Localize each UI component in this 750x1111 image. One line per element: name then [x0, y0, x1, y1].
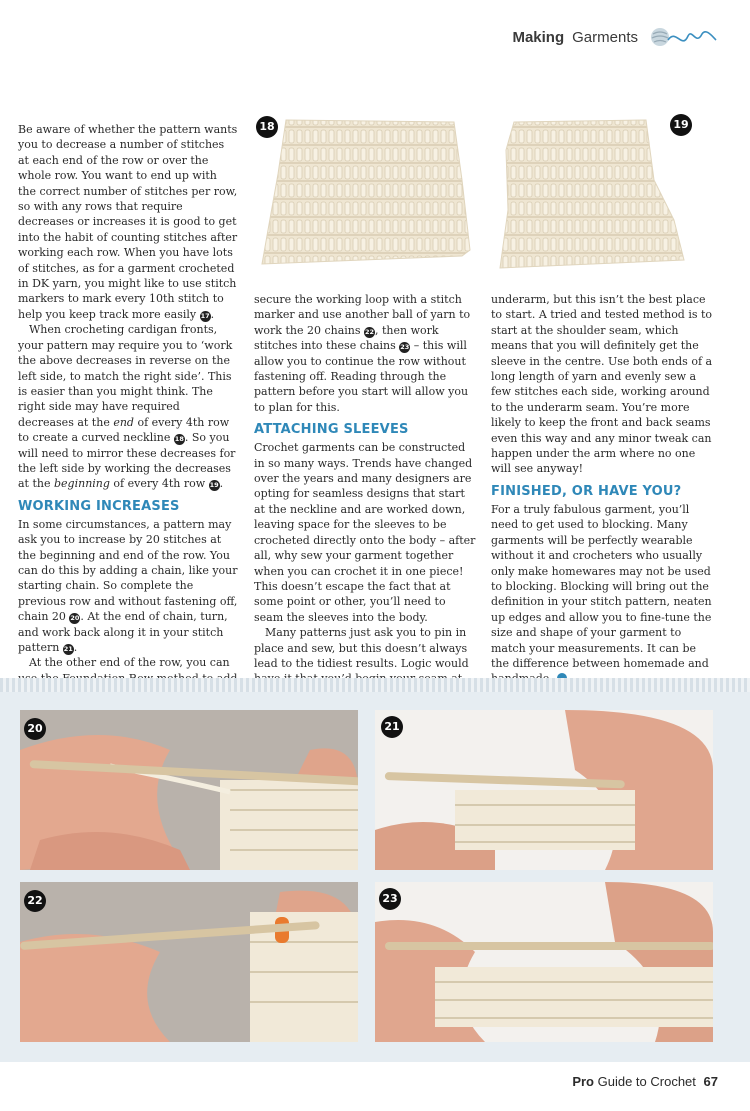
running-header: [512, 22, 720, 52]
paragraph: At the other end of the row, you can: [29, 656, 230, 670]
paragraph: Crochet garments can be constructed in so many ways. Trends have changed over the years and many designers are opting for seamless designs that start at the neckline and are worked down, leaving space for the sleeves to be crocheted directly onto the body – after all, why sew your garment together when you can crochet it in one piece! This doesn’t escape the fact that at some point or other, you’ll need to seam the sleeves into the body.: [254, 441, 476, 624]
paragraph: underarm, but this isn’t the best place to start. A tried and tested method is to start at the shoulder seam, which means that you will definitely get the sleeve in the centre. Use both ends of a long length of yarn and evenly sew a few stitches each side, working around to the underarm seam. You’re more likely to keep the front and back seams even this way and any minor tweak can happen under the arm where no one will see anyway!: [491, 293, 713, 476]
text: of every 4th row to create a curved neckline: [18, 415, 230, 445]
text: For a truly fabulous garment, you’ll need to get used to blocking. Many garments will be perfectly wearable without it and crocheters who usually only make homewares may not be used to blocking. Blocking will bring out the definition in your stitch pattern, neaten up edges and allow you to fine-tune the size and shape of your garment to match your measurements. It can be the difference between homemade and: [491, 502, 712, 670]
hands-crochet-image: [375, 710, 713, 870]
column-2: [254, 292, 476, 702]
magazine-pro: Pro: [572, 1074, 594, 1089]
figure-number: 20: [24, 718, 46, 740]
text: In some circumstances, a pattern may ask you to increase by 20 stitches at the beginning and end of the row. You can do this by adding a chain, like your starting chain. So complete the previous row and without fastening off, chain 20: [18, 517, 238, 624]
column-1: [18, 122, 238, 717]
figure-number: 19: [670, 114, 692, 136]
subsection-title: Garments: [572, 28, 638, 46]
step-photo-21: [375, 710, 713, 870]
heading-attaching-sleeves: ATTACHING SLEEVES: [254, 422, 409, 438]
figure-ref: 17: [200, 311, 210, 320]
crochet-swatch-image: [256, 110, 478, 282]
paragraph: When crocheting cardigan fronts, your pattern may require you to ‘work the above decreases in reverse on the left side, to match the right side’. This is easier than you might think. The right side may have required decreases at the end of every 4th row to create a curved neckline 18. So you will need to mirror these decreases for the left side by working the decreases at the beginning of every 4th row 19.: [18, 323, 236, 491]
magazine-title: Guide to Crochet: [597, 1074, 696, 1089]
figure-ref: 19: [209, 481, 219, 490]
text: . At the end of chain, turn, and work back along it in your stitch pattern: [18, 610, 228, 654]
column-3: [491, 292, 717, 687]
yarn-ball-icon: [646, 22, 720, 52]
figure-ref: 23: [400, 343, 410, 352]
text: secure the working loop with a stitch marker and use another ball of yarn to work the 20 chains: [254, 293, 471, 337]
figure-ref: 21: [63, 645, 73, 653]
text: . So you will need to mirror these decreases for the left side by working the decreases at the: [18, 431, 236, 491]
figure-number: 22: [24, 890, 46, 912]
step-photo-22: [20, 882, 358, 1042]
text: of every 4th row: [109, 477, 209, 491]
paragraph: In some circumstances, a pattern may ask you to increase by 20 stitches at the beginning and end of the row. You can do this by adding a chain, like your starting chain. So complete the previous row and without fastening off, chain 20 20. At the end of chain, turn, and work back along it in your stitch pattern 21.: [18, 517, 238, 654]
paragraph: Many patterns just ask you to pin in place and sew, but this doesn’t always lead to the tidiest results. Logic would: [254, 626, 469, 670]
text: – this will allow you to continue the row without fastening off. Reading through the pattern before you start will allow you to plan for this.: [254, 339, 469, 414]
step-photo-23: [375, 882, 713, 1042]
paragraph: Be aware of whether the pattern wants you to decrease a number of stitches at each end of the row or over the whole row. You want to end up with the correct number of stitches per row, so with any rows that require decreases or increases it is good to get into the habit of counting stitches after working each row. When you have lots of stitches, as for a garment crocheted in DK yarn, you might like to use stitch markers to mark every 10th stitch to help you keep track more easily 17.: [18, 123, 238, 321]
swatch-photo-19: [494, 110, 704, 282]
hands-crochet-image: [375, 882, 713, 1042]
text: Be aware of whether the pattern wants you to decrease a number of stitches at each end of the row or over the whole row. You want to end up with the correct number of stitches per row, so with any rows that require decreases or increases it is good to get into the habit of counting stitches after working each row. When you have lots of stitches, as for a garment crocheted in DK yarn, you might like to use stitch markers to mark every 10th stitch to help you keep track more easily: [18, 123, 238, 321]
swatch-photo-18: [256, 110, 478, 282]
hands-crochet-image: [20, 710, 358, 870]
text: When crocheting cardigan fronts, your pattern may require you to ‘work the above decreases in reverse on the left side, to match the right side’. This is easier than you might think. The right side may have required decreases at the: [18, 323, 233, 429]
heading-working-increases: WORKING INCREASES: [18, 498, 180, 514]
text: , then work stitches into these chains: [254, 323, 439, 353]
emphasis: beginning: [54, 477, 110, 491]
emphasis: end: [113, 415, 134, 429]
hands-crochet-image: [20, 882, 358, 1042]
figure-ref: 18: [174, 435, 184, 444]
figure-ref: 22: [364, 327, 375, 336]
paragraph: [254, 292, 476, 415]
page-footer: [572, 1074, 718, 1089]
section-title: Making: [512, 28, 565, 46]
figure-number: 18: [256, 116, 278, 138]
figure-number: 23: [379, 888, 401, 910]
figure-ref: 20: [70, 614, 80, 623]
paragraph: [491, 502, 717, 687]
page-number: 67: [703, 1074, 718, 1089]
step-photo-20: [20, 710, 358, 870]
heading-finished: FINISHED, OR HAVE YOU?: [491, 483, 682, 499]
figure-number: 21: [381, 716, 403, 738]
strip-border: [0, 678, 750, 692]
crochet-swatch-image: [494, 110, 704, 282]
